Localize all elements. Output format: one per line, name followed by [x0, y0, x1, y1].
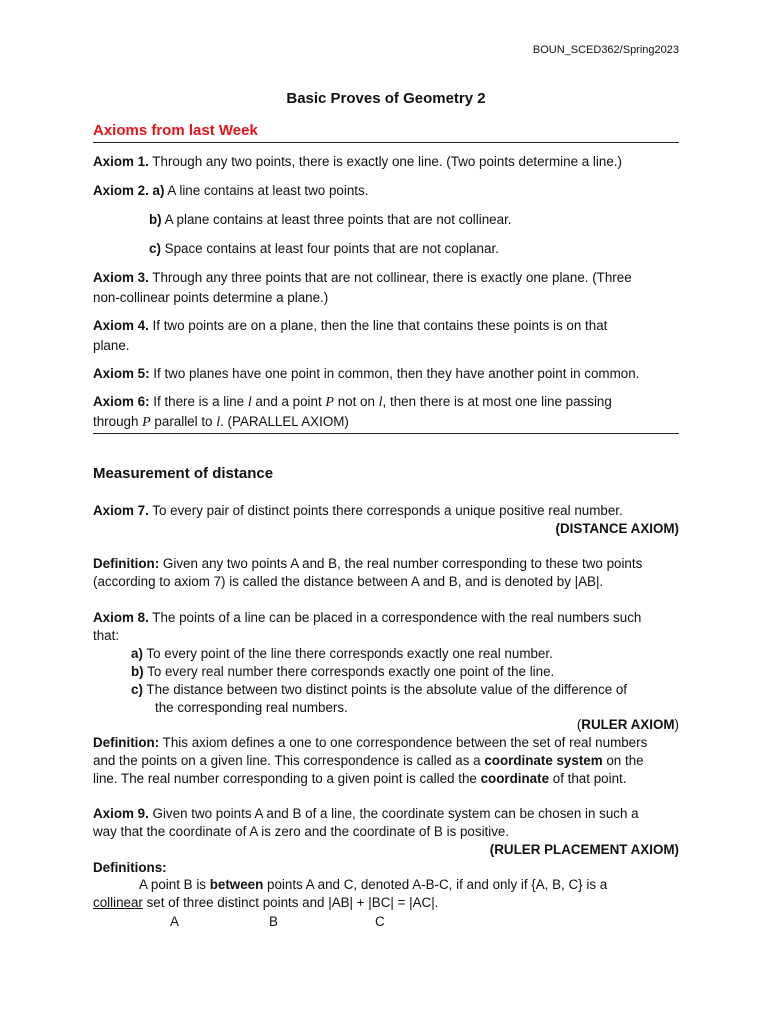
- ruler-placement-axiom-tag: (RULER PLACEMENT AXIOM): [489, 842, 679, 857]
- point-label-a: A: [170, 914, 179, 929]
- axiom-3-line1: Axiom 3. Through any three points that are not collinear, there is exactly one plane. (Three: [93, 270, 632, 285]
- definition-distance-line1: Definition: Given any two points A and B, the real number corresponding to these two points: [93, 556, 643, 571]
- axiom-5: Axiom 5: If two planes have one point in common, then they have another point in common.: [93, 366, 640, 381]
- definition-distance-line2: (according to axiom 7) is called the distance between A and B, and is denoted by |AB|.: [93, 574, 604, 589]
- axiom-4-line2: plane.: [93, 338, 130, 353]
- axiom-1: Axiom 1. Through any two points, there is exactly one line. (Two points determine a line.): [93, 154, 622, 169]
- axiom-2b: b) A plane contains at least three points that are not collinear.: [149, 212, 512, 227]
- axiom-8-line2: that:: [93, 628, 120, 643]
- axiom-7: Axiom 7. To every pair of distinct points there corresponds a unique positive real number.: [93, 503, 623, 518]
- definition-between-line2: collinear set of three distinct points and |AB| + |BC| = |AC|.: [93, 895, 439, 910]
- axiom-6-line2: through P parallel to l. (PARALLEL AXIOM): [93, 414, 349, 430]
- distance-axiom-tag: (DISTANCE AXIOM): [555, 521, 679, 536]
- axiom-9-line1: Axiom 9. Given two points A and B of a line, the coordinate system can be chosen in such a: [93, 806, 639, 821]
- definition-coordinate-line3: line. The real number corresponding to a given point is called the coordinate of that point.: [93, 771, 627, 786]
- axiom-3-line2: non-collinear points determine a plane.): [93, 290, 329, 305]
- point-label-b: B: [269, 914, 278, 929]
- axiom-8-item-c-cont: the corresponding real numbers.: [155, 700, 348, 715]
- axiom-8-line1: Axiom 8. The points of a line can be placed in a correspondence with the real numbers such: [93, 610, 642, 625]
- axiom-8-item-a: a) To every point of the line there corresponds exactly one real number.: [131, 646, 553, 661]
- ruler-axiom-tag: (RULER AXIOM): [576, 717, 679, 732]
- axiom-4-line1: Axiom 4. If two points are on a plane, then the line that contains these points is on that: [93, 318, 608, 333]
- definition-between-line1: A point B is between points A and C, denoted A-B-C, if and only if {A, B, C} is a: [139, 877, 608, 892]
- section-rule-bottom: [93, 433, 679, 434]
- section-heading-axioms: Axioms from last Week: [93, 122, 258, 139]
- axiom-2c: c) Space contains at least four points that are not coplanar.: [149, 241, 499, 256]
- axiom-2a: Axiom 2. a) A line contains at least two points.: [93, 183, 369, 198]
- axiom-6-line1: Axiom 6: If there is a line l and a point P not on l, then there is at most one line passing: [93, 394, 612, 410]
- axiom-8-item-c: c) The distance between two distinct points is the absolute value of the difference of: [131, 682, 628, 697]
- definition-coordinate-line1: Definition: This axiom defines a one to one correspondence between the set of real numbers: [93, 735, 648, 750]
- page-title: Basic Proves of Geometry 2: [286, 90, 486, 107]
- point-label-c: C: [375, 914, 385, 929]
- definition-coordinate-line2: and the points on a given line. This correspondence is called as a coordinate system on the: [93, 753, 644, 768]
- axiom-9-line2: way that the coordinate of A is zero and the coordinate of B is positive.: [93, 824, 510, 839]
- section-rule-top: [93, 142, 679, 143]
- page-header: BOUN_SCED362/Spring2023: [532, 44, 679, 56]
- definitions-heading: Definitions:: [93, 860, 167, 875]
- axiom-8-item-b: b) To every real number there corresponds exactly one point of the line.: [131, 664, 555, 679]
- section-heading-distance: Measurement of distance: [93, 465, 274, 482]
